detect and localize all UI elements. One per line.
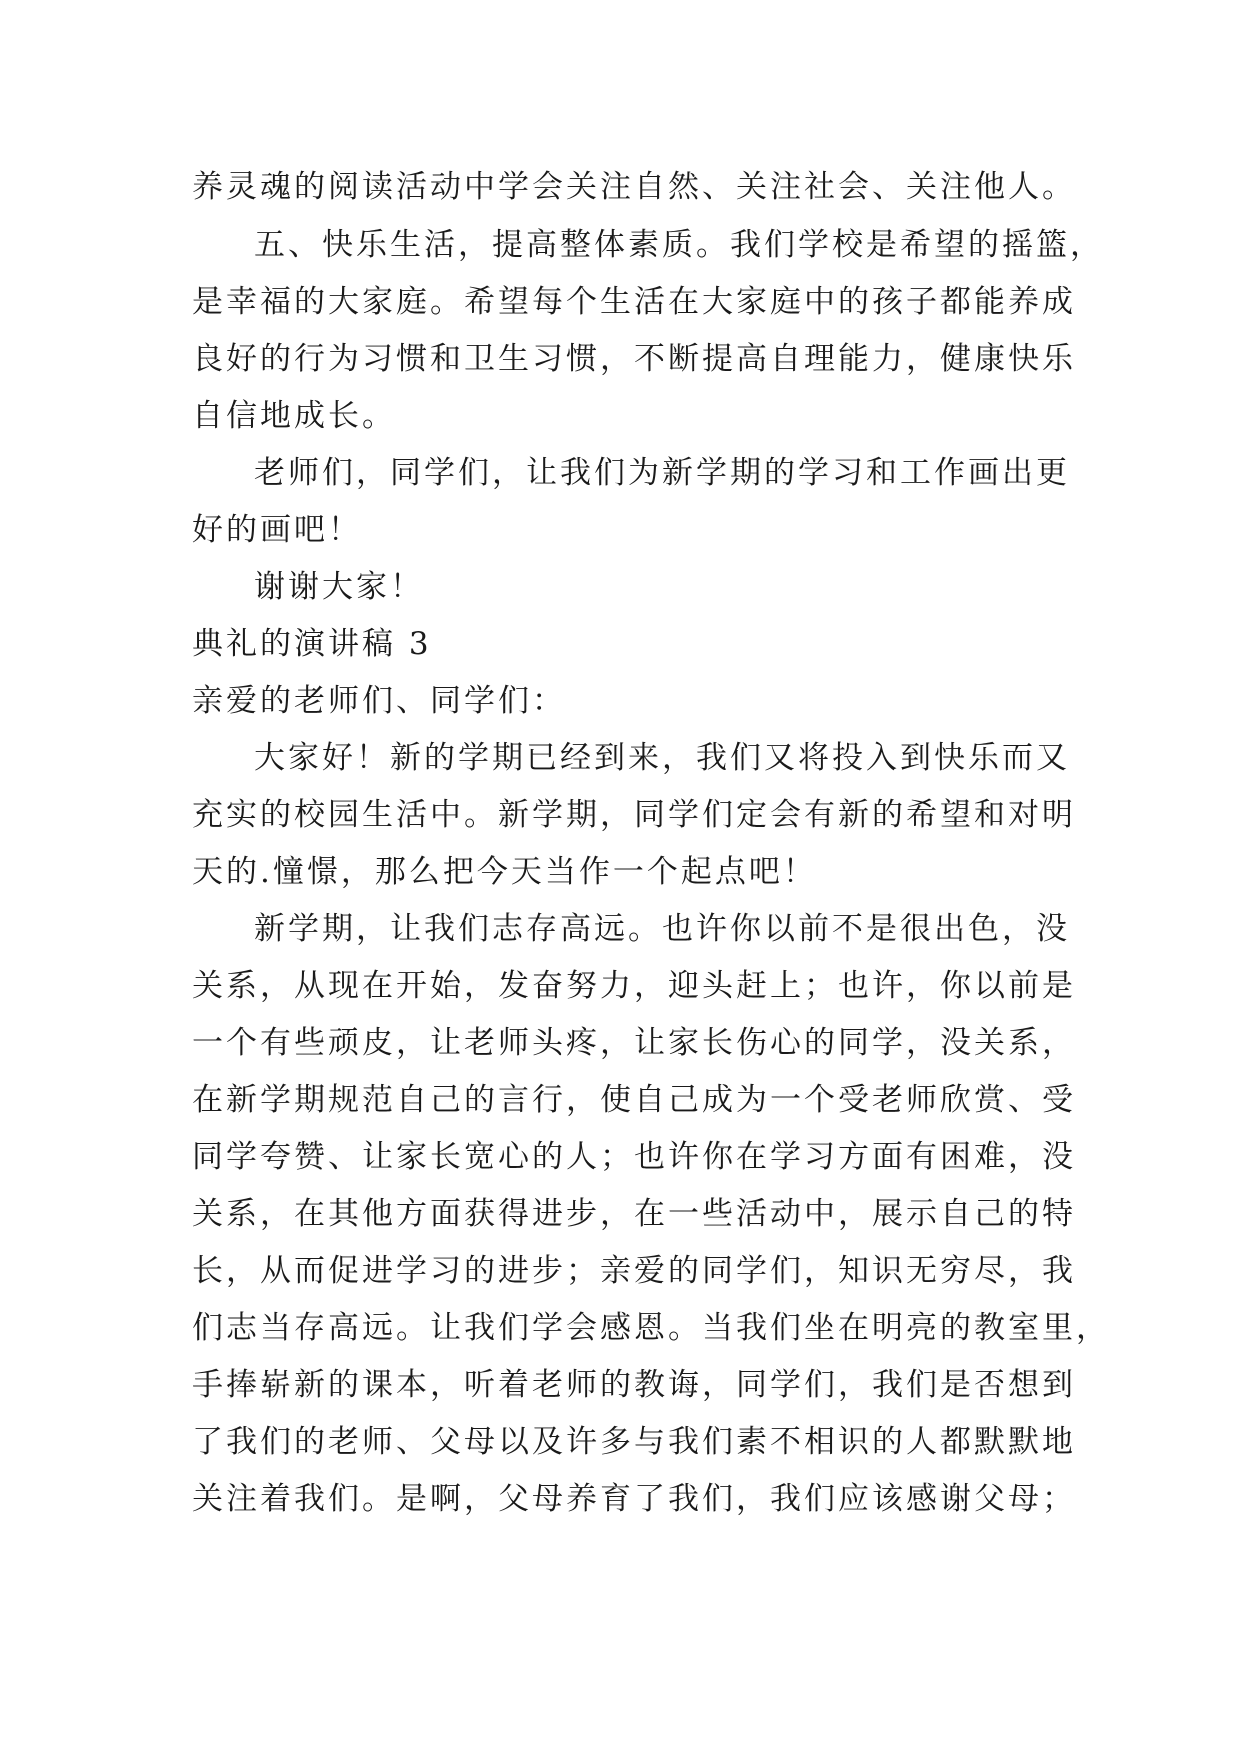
text-line: 关注着我们。是啊，父母养育了我们，我们应该感谢父母； — [192, 1481, 1076, 1517]
text-line: 同学夸赞、让家长宽心的人；也许你在学习方面有困难，没 — [192, 1139, 1076, 1175]
text-line: 五、快乐生活，提高整体素质。我们学校是希望的摇篮， — [254, 227, 1104, 263]
salutation: 亲爱的老师们、同学们： — [192, 683, 566, 719]
text-line: 手捧崭新的课本，听着老师的教诲，同学们，我们是否想到 — [192, 1367, 1076, 1403]
text-line: 充实的校园生活中。新学期，同学们定会有新的希望和对明 — [192, 797, 1076, 833]
text-line: 一个有些顽皮，让老师头疼，让家长伤心的同学，没关系， — [192, 1025, 1076, 1061]
text-line: 谢谢大家！ — [254, 569, 424, 605]
text-line: 们志当存高远。让我们学会感恩。当我们坐在明亮的教室里， — [192, 1310, 1110, 1346]
text-line: 长，从而促进学习的进步；亲爱的同学们，知识无穷尽，我 — [192, 1253, 1076, 1289]
text-line: 新学期，让我们志存高远。也许你以前不是很出色，没 — [254, 911, 1070, 947]
text-line: 关系，从现在开始，发奋努力，迎头赶上；也许，你以前是 — [192, 968, 1076, 1004]
text-line: 关系，在其他方面获得进步，在一些活动中，展示自己的特 — [192, 1196, 1076, 1232]
text-line: 自信地成长。 — [192, 398, 396, 434]
text-line: 是幸福的大家庭。希望每个生活在大家庭中的孩子都能养成 — [192, 284, 1076, 320]
text-line: 天的.憧憬，那么把今天当作一个起点吧！ — [192, 854, 817, 890]
section-title: 典礼的演讲稿 3 — [192, 626, 432, 662]
text-line: 了我们的老师、父母以及许多与我们素不相识的人都默默地 — [192, 1424, 1076, 1460]
text-line: 大家好！新的学期已经到来，我们又将投入到快乐而又 — [254, 740, 1070, 776]
text-line: 好的画吧！ — [192, 512, 362, 548]
text-line: 在新学期规范自己的言行，使自己成为一个受老师欣赏、受 — [192, 1082, 1076, 1118]
text-line: 良好的行为习惯和卫生习惯，不断提高自理能力，健康快乐 — [192, 341, 1076, 377]
text-line: 老师们，同学们，让我们为新学期的学习和工作画出更 — [254, 455, 1070, 491]
text-line: 养灵魂的阅读活动中学会关注自然、关注社会、关注他人。 — [192, 169, 1076, 205]
